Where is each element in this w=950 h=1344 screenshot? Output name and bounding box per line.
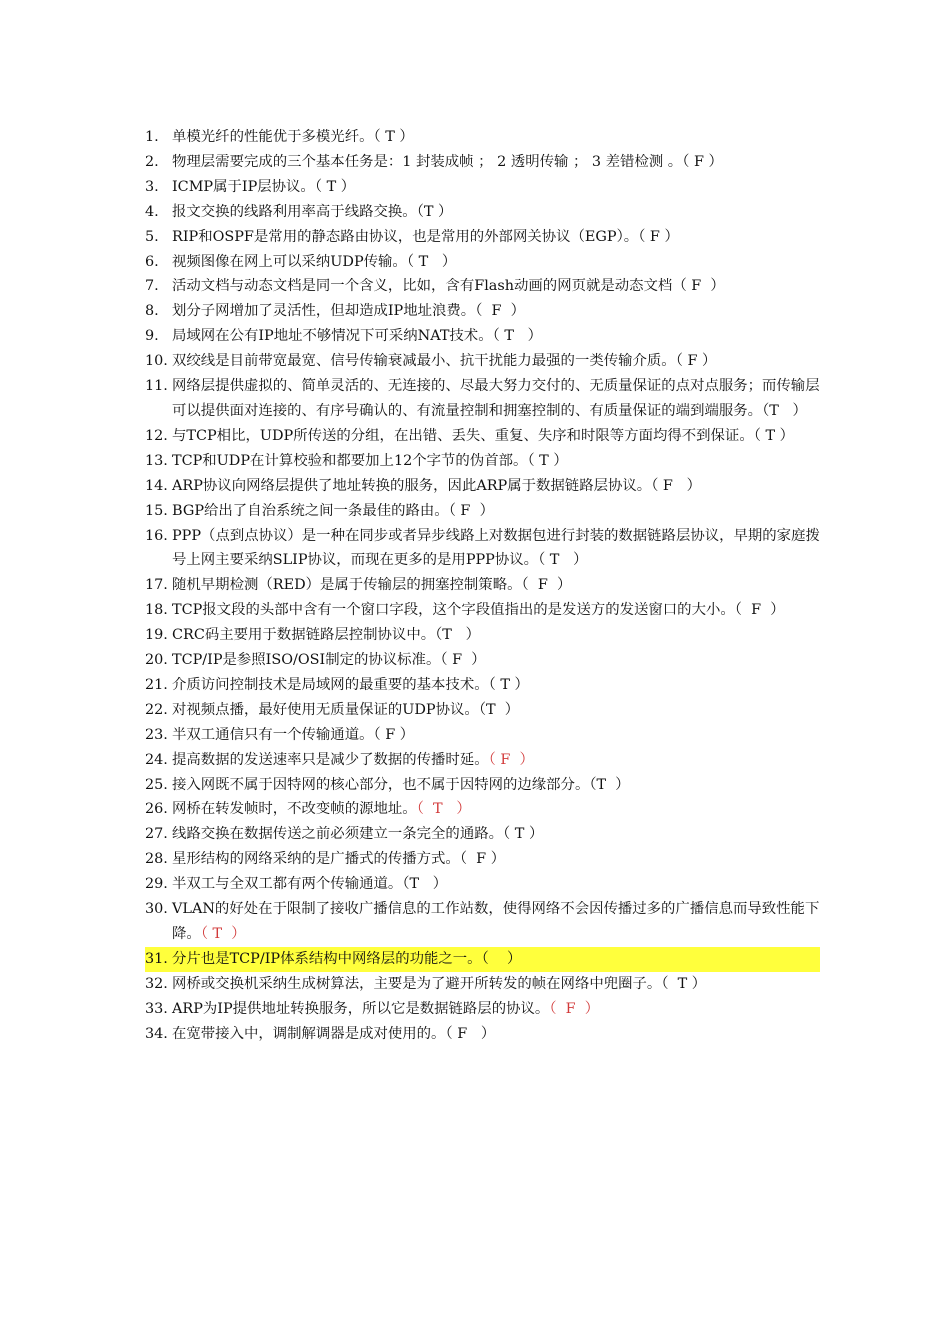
statement-text: BGP给出了自治系统之间一条最佳的路由。 — [172, 502, 449, 519]
item-text — [172, 524, 820, 574]
answer-mark: （ F ） — [448, 502, 494, 519]
list-item — [145, 349, 820, 374]
item-number: 3. — [145, 178, 159, 195]
item-text — [172, 847, 820, 872]
statement-text: 物理层需要完成的三个基本任务是：1 封装成帧 ； 2 透明传输 ； 3 差错检测 。 — [172, 153, 683, 170]
answer-mark: （ T ） — [753, 427, 795, 444]
item-text — [172, 723, 820, 748]
answer-mark: F ） — [686, 278, 725, 295]
list-item — [145, 1022, 820, 1047]
statement-text: ARP为IP提供地址转换服务，所以它是数据链路层的协议。 — [172, 1000, 550, 1017]
item-number: 25. — [145, 776, 168, 793]
statement-text: CRC码主要用于数据链路层控制协议中。 — [172, 627, 436, 644]
item-number: 23. — [145, 726, 168, 743]
item-text — [172, 324, 820, 349]
list-item — [145, 872, 820, 897]
item-text — [172, 698, 820, 723]
item-number: 7. — [145, 278, 159, 295]
statement-text: 网络层提供虚拟的、简单灵活的、无连接的、尽最大努力交付的、无质量保证的点对点服务；而传输层可以提供面对连接的、有序号确认的、有流量控制和拥塞控制的、有质量保证的端到端服务。 — [172, 378, 820, 419]
item-text — [172, 947, 820, 972]
item-text — [172, 822, 820, 847]
list-item — [145, 573, 820, 598]
item-text — [172, 150, 820, 175]
item-text — [172, 374, 820, 424]
answer-mark: （ F ） — [682, 153, 723, 170]
item-number: 11. — [145, 378, 168, 395]
statement-text: 半双工与全双工都有两个传输通道。 — [172, 876, 403, 893]
item-text — [172, 424, 820, 449]
statement-text: 局域网在公有IP地址不够情况下可采纳NAT技术。 — [172, 328, 493, 345]
statement-text: 半双工通信只有一个传输通道。 — [172, 726, 374, 743]
item-text — [172, 274, 820, 299]
item-text — [172, 897, 820, 947]
item-text — [172, 299, 820, 324]
item-number: 10. — [145, 353, 168, 370]
item-text — [172, 648, 820, 673]
statement-text: 随机早期检测（RED）是属于传输层的拥塞控制策略。 — [172, 577, 522, 594]
item-number: 6. — [145, 253, 159, 270]
answer-mark: （T ） — [416, 203, 453, 220]
answer-mark: （ T ） — [314, 178, 356, 195]
item-text — [172, 499, 820, 524]
list-item — [145, 225, 820, 250]
answer-mark: （ F ） — [475, 303, 526, 320]
statement-text: 活动文档与动态文档是同一个含义，比如，含有Flash动画的网页就是动态文档（ — [172, 278, 687, 295]
answer-mark: （ T ） — [503, 826, 544, 843]
answer-mark: （ T ） — [406, 253, 457, 270]
statement-text: 报文交换的线路利用率高于线路交换。 — [172, 203, 417, 220]
item-number: 18. — [145, 602, 168, 619]
item-text — [172, 598, 820, 623]
statement-text: RIP和OSPF是常用的静态路由协议，也是常用的外部网关协议（EGP）。 — [172, 228, 639, 245]
item-number: 15. — [145, 502, 168, 519]
question-list — [145, 125, 820, 1047]
item-text — [172, 175, 820, 200]
item-text — [172, 623, 820, 648]
list-item — [145, 723, 820, 748]
list-item — [145, 822, 820, 847]
list-item — [145, 698, 820, 723]
list-item — [145, 424, 820, 449]
answer-mark: （ T ） — [488, 676, 529, 693]
statement-text: 网桥或交换机采纳生成树算法，主要是为了避开所转发的帧在网络中兜圈子。 — [172, 975, 662, 992]
statement-text: 划分子网增加了灵活性，但却造成IP地址浪费。 — [172, 303, 476, 320]
answer-mark: （ T ） — [416, 801, 471, 818]
list-item — [145, 324, 820, 349]
list-item — [145, 673, 820, 698]
statement-text: TCP/IP是参照ISO/OSI制定的协议标准。 — [172, 652, 441, 669]
statement-text: ICMP属于IP层协议。 — [172, 178, 315, 195]
answer-mark: （ T ） — [538, 552, 588, 569]
answer-mark: （ F ） — [521, 577, 572, 594]
statement-text: 双绞线是目前带宽最宽、信号传输衰减最小、抗干扰能力最强的一类传输介质。 — [172, 353, 676, 370]
answer-mark: （ T ） — [661, 975, 707, 992]
item-number: 16. — [145, 527, 168, 544]
answer-mark: （ F ） — [651, 477, 702, 494]
item-number: 22. — [145, 701, 168, 718]
list-item — [145, 150, 820, 175]
answer-mark: （ T ） — [527, 452, 568, 469]
item-text — [172, 573, 820, 598]
answer-mark: （T ） — [762, 402, 807, 419]
list-item — [145, 797, 820, 822]
statement-text: 星形结构的网络采纳的是广播式的传播方式。 — [172, 851, 460, 868]
item-text — [172, 125, 820, 150]
list-item — [145, 748, 820, 773]
item-text — [172, 349, 820, 374]
item-number: 27. — [145, 826, 168, 843]
item-text — [172, 225, 820, 250]
list-item — [145, 374, 820, 424]
answer-mark: （ ） — [481, 950, 522, 967]
item-number: 33. — [145, 1000, 168, 1017]
answer-mark: （ F ） — [549, 1000, 600, 1017]
item-text — [172, 872, 820, 897]
list-item — [145, 274, 820, 299]
item-number: 4. — [145, 203, 159, 220]
item-text — [172, 200, 820, 225]
item-number: 5. — [145, 228, 159, 245]
item-number: 30. — [145, 901, 168, 918]
item-number: 20. — [145, 652, 168, 669]
item-number: 12. — [145, 427, 168, 444]
item-number: 19. — [145, 627, 168, 644]
list-item — [145, 997, 820, 1022]
list-item — [145, 125, 820, 150]
list-item — [145, 847, 820, 872]
statement-text: 单模光纤的性能优于多模光纤。 — [172, 129, 374, 145]
list-item — [145, 200, 820, 225]
item-text — [172, 673, 820, 698]
list-item — [145, 623, 820, 648]
statement-text: TCP和UDP在计算校验和都要加上12个字节的伪首部。 — [172, 452, 528, 469]
statement-text: TCP报文段的头部中含有一个窗口字段，这个字段值指出的是发送方的发送窗口的大小。 — [172, 602, 735, 619]
item-text — [172, 773, 820, 798]
answer-mark: （ F ） — [488, 751, 534, 768]
statement-text: 对视频点播，最好使用无质量保证的UDP协议。 — [172, 701, 479, 718]
statement-text: 分片也是TCP/IP体系结构中网络层的功能之一。 — [172, 950, 482, 967]
list-item — [145, 499, 820, 524]
statement-text: 接入网既不属于因特网的核心部分，也不属于因特网的边缘部分。 — [172, 776, 590, 793]
item-number: 9. — [145, 328, 159, 345]
answer-mark: （T ） — [478, 701, 520, 718]
item-number: 13. — [145, 452, 168, 469]
statement-text: 提高数据的发送速率只是减少了数据的传播时延。 — [172, 751, 489, 768]
item-number: 34. — [145, 1025, 168, 1042]
answer-mark: （T ） — [589, 776, 630, 793]
item-number: 29. — [145, 876, 168, 893]
list-item — [145, 947, 820, 972]
list-item — [145, 524, 820, 574]
item-number: 14. — [145, 477, 168, 494]
list-item — [145, 773, 820, 798]
statement-text: 与TCP相比，UDP所传送的分组，在出错、丢失、重复、失序和时限等方面均得不到保证。 — [172, 427, 754, 444]
list-item — [145, 299, 820, 324]
list-item — [145, 648, 820, 673]
statement-text: ARP协议向网络层提供了地址转换的服务，因此ARP属于数据链路层协议。 — [172, 477, 652, 494]
statement-text: VLAN的好处在于限制了接收广播信息的工作站数，使得网络不会因传播过多的广播信息而导致性能下降。 — [172, 901, 820, 942]
item-number: 24. — [145, 751, 168, 768]
answer-mark: （T ） — [402, 876, 448, 893]
statement-text: 介质访问控制技术是局域网的最重要的基本技术。 — [172, 676, 489, 693]
item-number: 2. — [145, 153, 159, 170]
item-number: 31. — [145, 947, 172, 972]
answer-mark: （ T ） — [200, 926, 246, 942]
list-item — [145, 474, 820, 499]
item-number: 26. — [145, 801, 168, 818]
list-item — [145, 598, 820, 623]
item-number: 8. — [145, 303, 159, 320]
item-text — [172, 474, 820, 499]
item-text — [172, 449, 820, 474]
item-text — [172, 748, 820, 773]
answer-mark: （ F ） — [440, 652, 486, 669]
answer-mark: （ F ） — [459, 851, 506, 868]
answer-mark: （ T ） — [492, 328, 543, 345]
list-item — [145, 972, 820, 997]
item-number: 1. — [145, 129, 159, 145]
list-item — [145, 449, 820, 474]
statement-text: PPP（点到点协议）是一种在同步或者异步线路上对数据包进行封装的数据链路层协议，早期的家庭拨号上网主要采纳SLIP协议，而现在更多的是用PPP协议。 — [172, 527, 820, 569]
answer-mark: （ F ） — [734, 602, 785, 619]
answer-mark: （ F ） — [445, 1025, 496, 1042]
answer-mark: （T ） — [435, 627, 481, 644]
item-text — [172, 250, 820, 275]
list-item — [145, 175, 820, 200]
answer-mark: （ F ） — [638, 228, 679, 245]
item-number: 17. — [145, 577, 168, 594]
answer-mark: （ T ） — [373, 129, 414, 145]
answer-mark: （ F ） — [675, 353, 717, 370]
list-item — [145, 250, 820, 275]
answer-mark: （ F ） — [373, 726, 415, 743]
statement-text: 线路交换在数据传送之前必须建立一条完全的通路。 — [172, 826, 503, 843]
item-number: 28. — [145, 851, 168, 868]
item-text — [172, 797, 820, 822]
statement-text: 在宽带接入中，调制解调器是成对使用的。 — [172, 1025, 446, 1042]
statement-text: 视频图像在网上可以采纳UDP传输。 — [172, 253, 407, 270]
item-number: 32. — [145, 975, 168, 992]
item-text — [172, 1022, 820, 1047]
item-text — [172, 997, 820, 1022]
list-item — [145, 897, 820, 947]
statement-text: 网桥在转发帧时，不改变帧的源地址。 — [172, 801, 417, 818]
item-number: 21. — [145, 676, 168, 693]
item-text — [172, 972, 820, 997]
